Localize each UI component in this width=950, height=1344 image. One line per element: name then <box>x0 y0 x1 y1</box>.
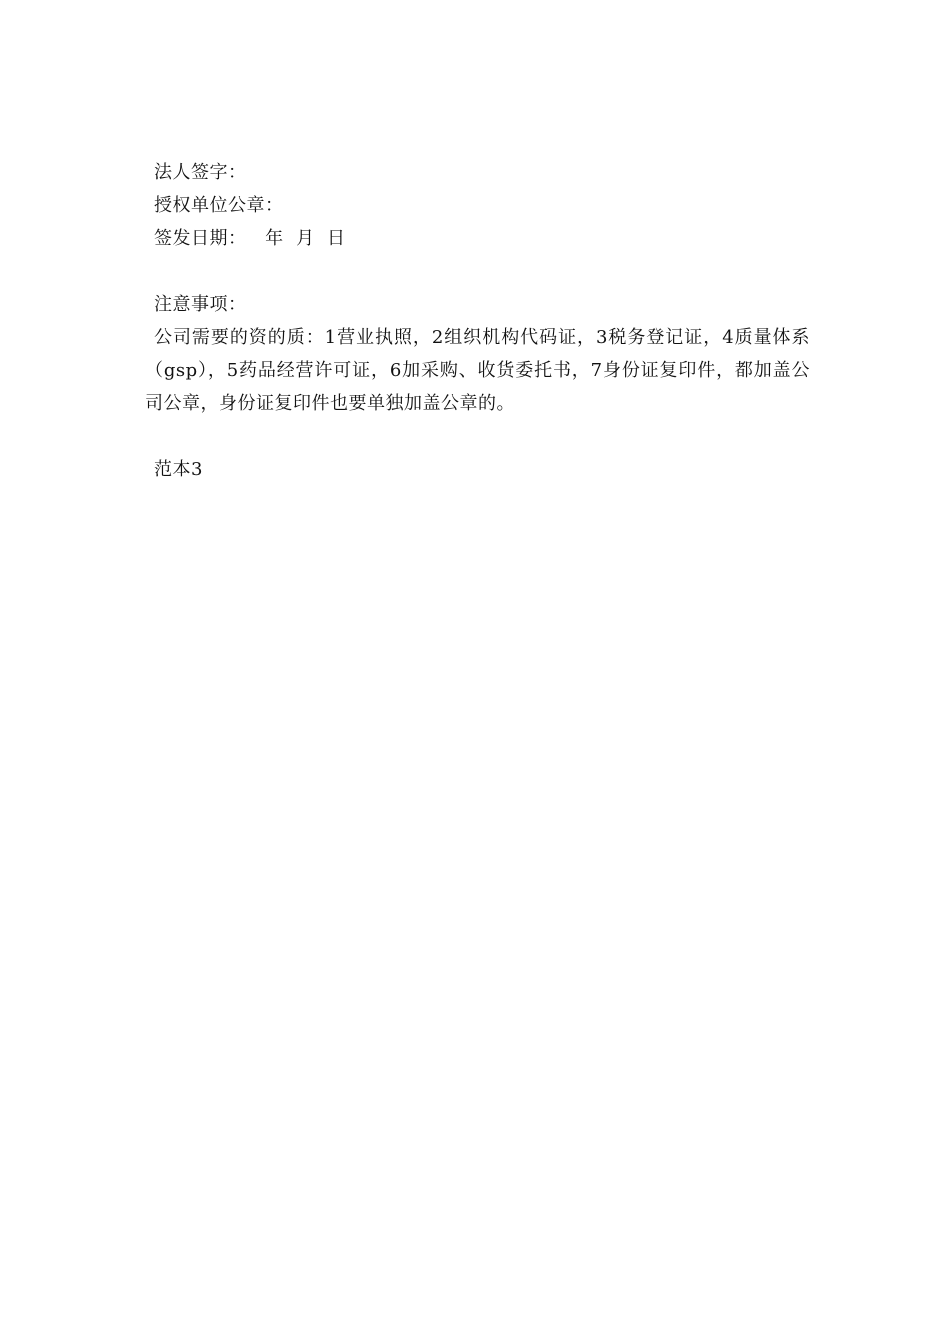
notes-heading: 注意事项： <box>154 294 247 315</box>
template-label: 范本3 <box>154 459 203 480</box>
document-content <box>145 156 810 486</box>
issue-date-line: 签发日期： 年 月 日 <box>154 228 346 249</box>
authorizing-unit-seal-label: 授权单位公章： <box>154 195 284 216</box>
notes-block <box>145 288 810 420</box>
notes-paragraph: 公司需要的资的质：1营业执照，2组织机构代码证，3税务登记证，4质量体系（gsp），5药品经营许可证，6加采购、收货委托书，7身份证复印件，都加盖公司公章，身份证复印件也要单独加盖公章的。 <box>145 327 810 414</box>
signature-block <box>145 156 810 255</box>
legal-representative-signature-label: 法人签字： <box>154 162 247 183</box>
